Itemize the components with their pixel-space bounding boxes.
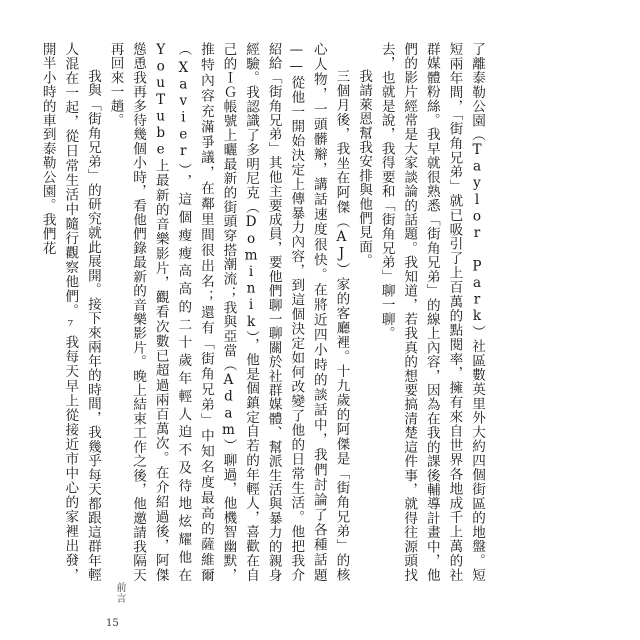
page-number: 15 — [106, 618, 119, 629]
body-text — [39, 42, 488, 582]
paragraph: 三個月後，我坐在阿傑（AJ）家的客廳裡。十九歲的阿傑是「街角兄弟」的核心人物，一頭髒辮，講話速度很快。在將近四小時的談話中，我們討論了各種話題——從他一開始決定上傳暴力內容，到這個決定如何改變了他的日常生活。他把我介紹給「街角兄弟」其他主要成員，要他們聊一聊關於社群媒體、幫派生活與暴力的親身經驗。我認識了多明尼克（Dominik），他是個鎮定自若的年輕人，喜歡在自己的ＩＧ帳號上曬最新的街頭穿搭潮流；我與亞當（Adam）聊過，他機智幽默，推特內容充滿爭議，在鄰里間很出名；還有「街角兄弟」中知名度最高的薩維爾（Xavier），這個瘦瘦高高的二十歲年輕人迫不及待地炫耀他在YouTube上最新的音樂影片，觀看次數已超過兩百萬次。在介紹過後，阿傑慫恿我再多待幾個小時，看他們錄最新的音樂影片。晚上結束工作之後，他邀請我隔天再回來一趟。 — [107, 42, 350, 582]
paragraph: 我請萊恩幫我安排與他們見面。 — [356, 69, 373, 268]
running-head: 前言 — [114, 582, 125, 604]
paragraph: 我與「街角兄弟」的研究就此展開。接下來兩年的時間，我幾乎每天都跟這群年輕人混在一起，從日常生活中隨行觀察他們。⁷我每天早上從接近市中心的家裡出發，開半小時的車到泰勒公園。我們花 — [39, 42, 101, 582]
paragraph-continued: 了離泰勒公園（Taylor Park）社區數英里外大約四個街區的地盤。短短兩年間，「街角兄弟」就已吸引了上百萬的點閱率，擁有來自世界各地成千上萬的社群媒體粉絲。我早就很熟悉「街角兄弟」的線上內容，因為在我的課後輔導計畫中，他們的影片經常是大家談論的話題。我知道，若我真的想要搞清楚這件事，就得往源頭找去，也就是說，我得要和「街角兄弟」聊一聊。 — [378, 42, 485, 582]
